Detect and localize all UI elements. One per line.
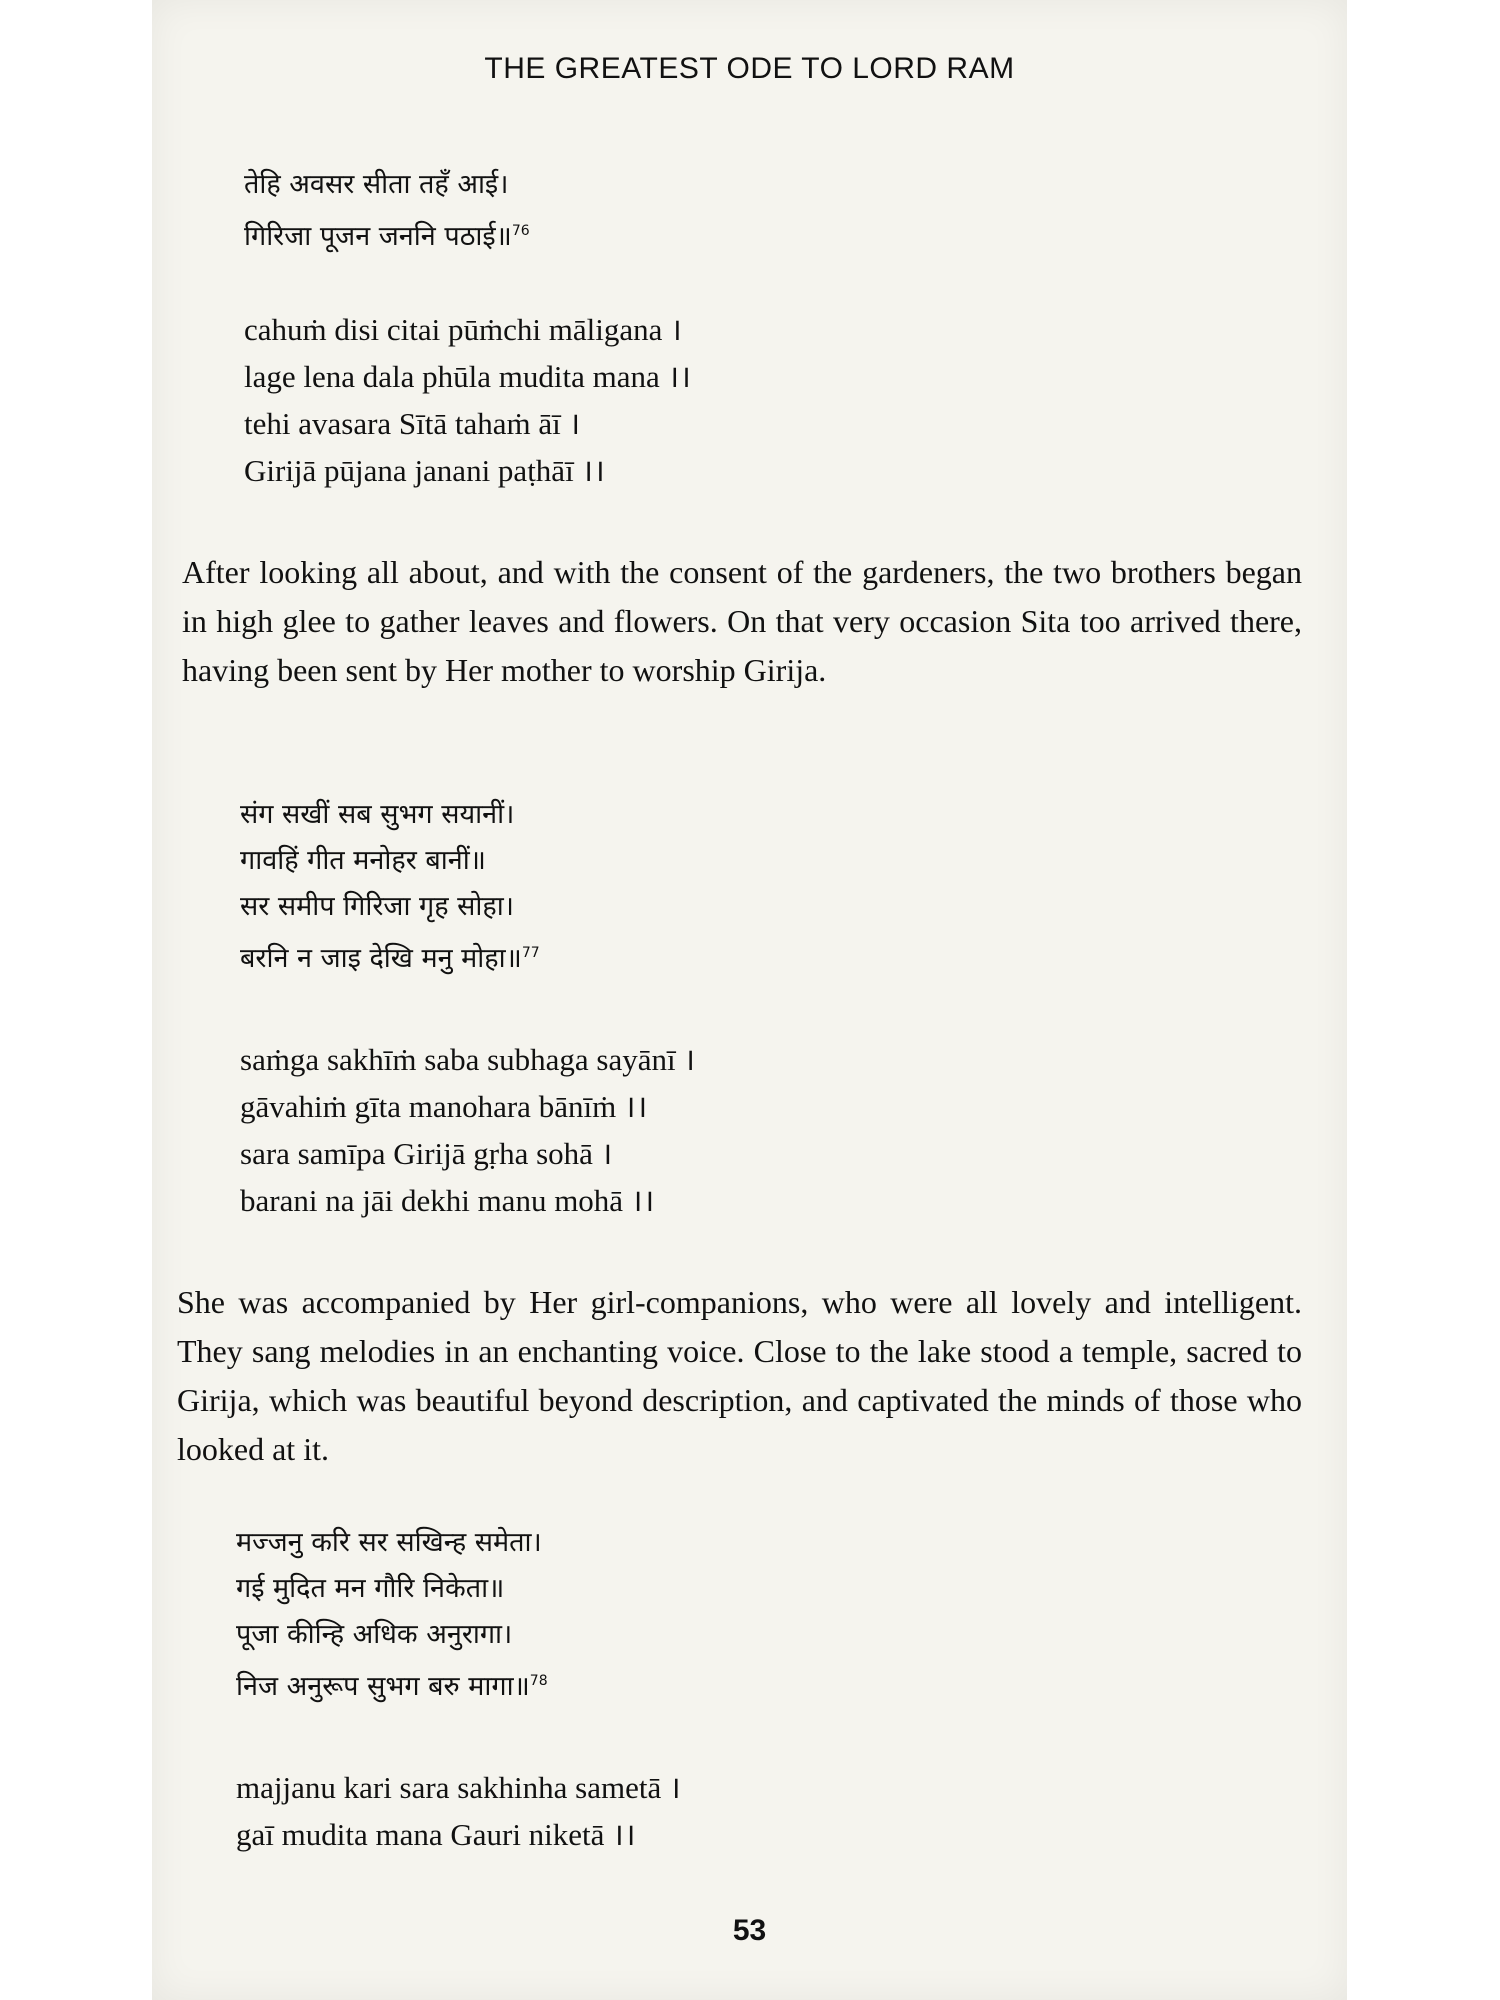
translit-line: cahuṁ disi citai pūṁchi māligana । [244,312,682,347]
verse-line: पूजा कीन्हि अधिक अनुरागा। [236,1619,513,1650]
verse-line: निज अनुरूप सुभग बरु मागा॥$^{78}$ [236,1671,548,1702]
verse-line: गावहिं गीत मनोहर बानीं॥ [240,845,486,876]
footnote-marker: 77 [521,945,540,961]
verse-77-devanagari [240,792,540,982]
footnote-marker: 78 [529,1673,548,1689]
translit-line: tehi avasara Sītā tahaṁ āī । [244,406,581,441]
footnote-marker: 76 [511,223,530,239]
verse-line: मज्जनु करि सर सखिन्ह समेता। [236,1527,542,1558]
page-number: 53 [732,1914,767,1947]
verse-78-transliteration [236,1764,681,1858]
translit-line: saṁga sakhīṁ saba subhaga sayānī । [240,1042,696,1077]
translation-paragraph-2: She was accompanied by Her girl-companions, who were all lovely and intelligent. They sang melodies in an enchanting voice. Close to the lake stood a temple, sacred to Girija, which was beautiful beyond description, and captivated the minds of those who looked at it. [177,1284,1302,1467]
book-page [152,0,1347,2000]
verse-line: सर समीप गिरिजा गृह सोहा। [240,891,514,922]
verse-line: बरनि न जाइ देखि मनु मोहा॥$^{77}$ [240,943,540,974]
translit-line: lage lena dala phūla mudita mana ।। [244,359,691,394]
verse-line: गई मुदित मन गौरि निकेता॥ [236,1573,505,1604]
translit-line: gāvahiṁ gīta manohara bānīṁ ।। [240,1089,648,1124]
verse-78-devanagari [236,1520,548,1710]
translit-line: Girijā pūjana janani paṭhāī ।। [244,453,605,488]
translit-line: barani na jāi dekhi manu mohā ।। [240,1183,655,1218]
translit-line: gaī mudita mana Gauri niketā ।। [236,1817,636,1852]
verse-77-transliteration [240,1036,695,1224]
translit-line: sara samīpa Girijā gṛha sohā । [240,1136,613,1171]
translit-line: majjanu kari sara sakhinha sametā । [236,1770,681,1805]
verse-line: संग सखीं सब सुभग सयानीं। [240,799,515,830]
verse-76-transliteration [244,306,691,494]
running-header: THE GREATEST ODE TO LORD RAM [484,52,1015,85]
verse-line: तेहि अवसर सीता तहँ आई। [244,169,509,200]
translation-paragraph-1: After looking all about, and with the consent of the gardeners, the two brothers began in high glee to gather leaves and flowers. On that very occasion Sita too arrived there, having been sent by Her mother to worship Girija. [182,554,1302,688]
verse-line: गिरिजा पूजन जननि पठाई॥$^{76}$ [244,221,530,252]
verse-76-devanagari [244,162,530,260]
